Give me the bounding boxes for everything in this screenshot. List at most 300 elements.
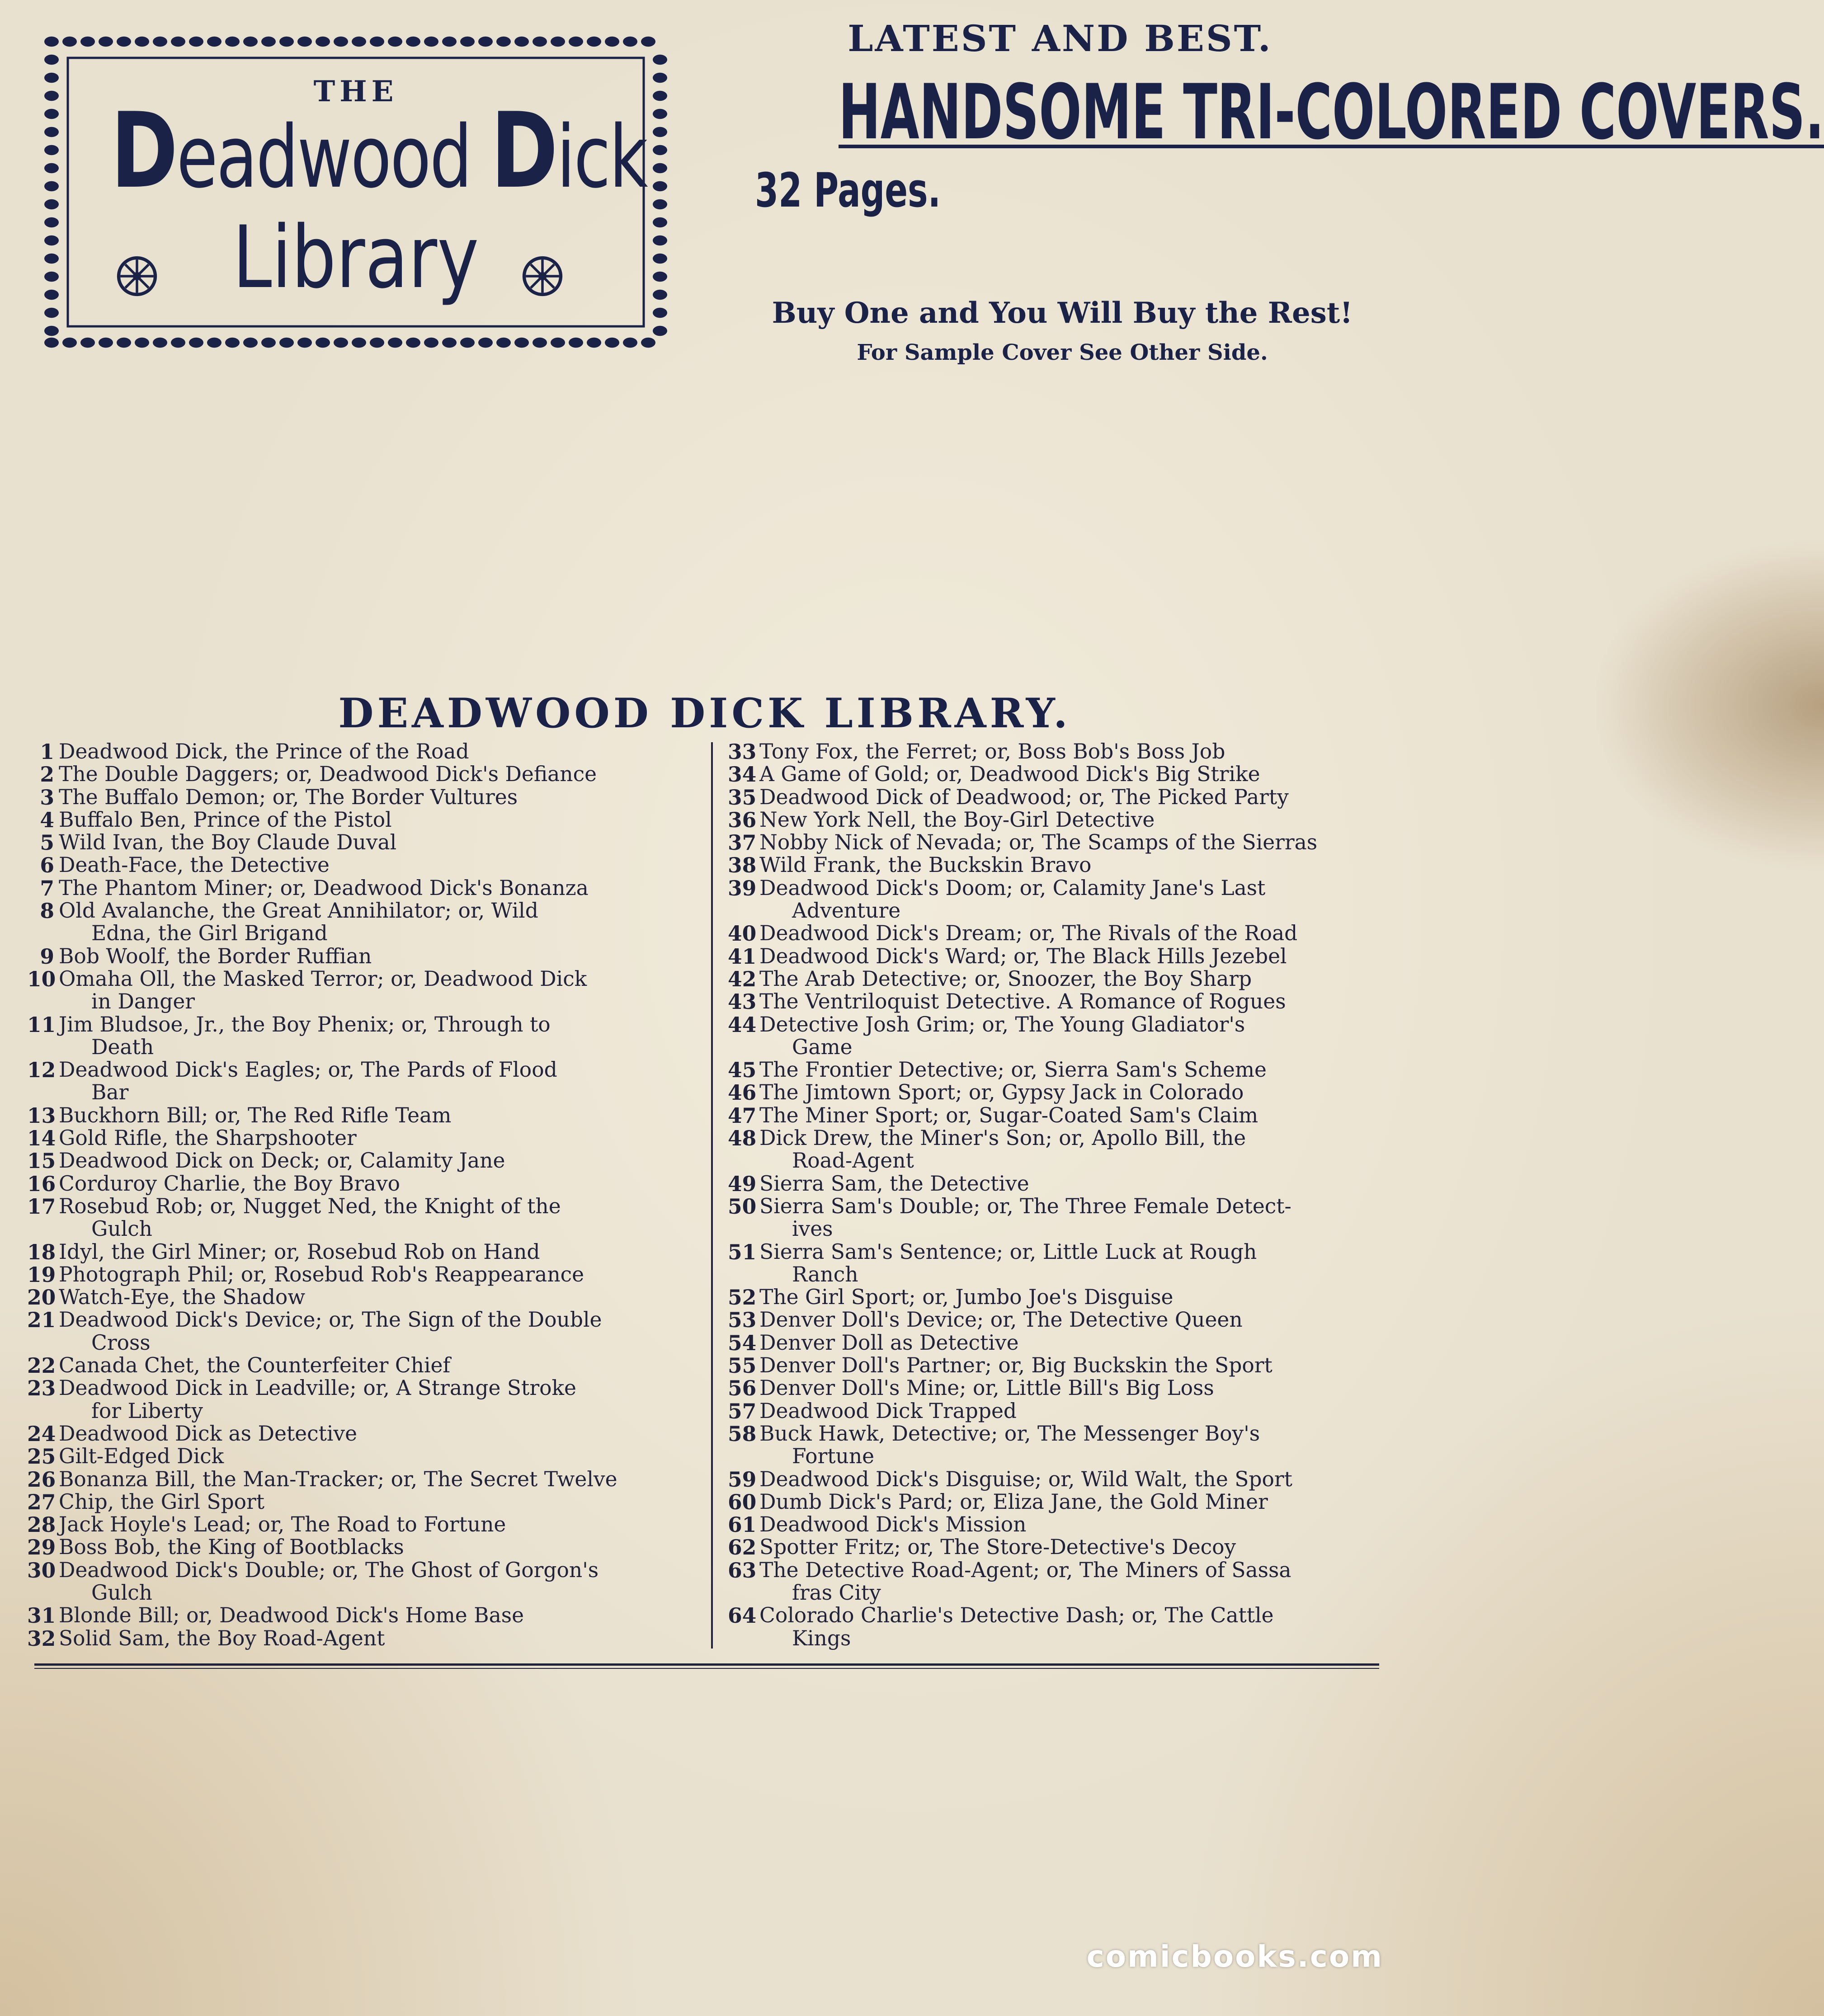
frame-scallop: [533, 37, 547, 47]
entry-title: [759, 1400, 1386, 1423]
entry-number: 54: [728, 1330, 757, 1355]
frame-scallop: [653, 55, 667, 65]
catalog-entry: [27, 1059, 687, 1081]
entry-title-continuation: Adventure: [792, 899, 901, 923]
frame-scallop: [442, 338, 457, 348]
entry-title-text: Deadwood Dick's Eagles; or, The Pards of Flood: [59, 1058, 557, 1082]
entry-title: [59, 1195, 687, 1218]
entry-title-text: Deadwood Dick of Deadwood; or, The Picked Party: [759, 785, 1289, 809]
entry-title: [759, 809, 1386, 831]
entry-title: [759, 1354, 1386, 1377]
bottom-rule: [34, 1663, 1379, 1669]
entry-number: 21: [27, 1308, 56, 1333]
wheel-icon: [116, 255, 158, 297]
ad-pages: 32 Pages.: [755, 163, 941, 218]
entry-number: 46: [728, 1080, 757, 1105]
frame-scallop: [334, 37, 348, 47]
frame-scallop: [44, 272, 59, 282]
frame-scallop: [44, 290, 59, 300]
logo-box: [42, 32, 670, 353]
entry-title-continuation: for Liberty: [91, 1399, 203, 1423]
logo-library: Library: [232, 207, 479, 307]
entry-number: 31: [27, 1603, 56, 1628]
frame-scallop: [653, 199, 667, 209]
catalog-entry: [27, 877, 687, 900]
frame-scallop: [641, 338, 655, 348]
catalog-entry-continuation: [728, 1263, 1386, 1286]
entry-title: [59, 831, 687, 854]
entry-number: 37: [728, 830, 757, 855]
entry-number-spacer: [27, 1081, 59, 1104]
frame-scallop: [80, 338, 95, 348]
entry-number: 48: [728, 1126, 757, 1151]
catalog-entry: [27, 1513, 687, 1536]
entry-number: 40: [728, 921, 757, 946]
entry-number: 47: [728, 1103, 757, 1128]
entry-title: [759, 786, 1386, 809]
catalog-entry: [728, 1104, 1386, 1127]
catalog-entry: [27, 809, 687, 831]
entry-title: [759, 854, 1386, 876]
catalog-column-right: [728, 740, 1386, 1650]
entry-number: 62: [728, 1535, 757, 1560]
entry-number: 1: [40, 740, 54, 764]
frame-scallop: [207, 338, 222, 348]
catalog-entry: [728, 1286, 1386, 1309]
frame-scallop: [189, 338, 203, 348]
frame-scallop: [653, 109, 667, 119]
entry-title: [59, 1013, 687, 1036]
catalog-entry: [728, 1081, 1386, 1104]
entry-title-text: Solid Sam, the Boy Road-Agent: [59, 1626, 385, 1650]
ad-headline: LATEST AND BEST.: [848, 17, 1273, 60]
ad-covers: HANDSOME TRI-COLORED COVERS.: [839, 68, 1824, 156]
frame-scallop: [44, 308, 59, 318]
entry-number-spacer: [728, 1445, 759, 1468]
entry-title: [59, 763, 687, 786]
catalog-entry: [728, 854, 1386, 876]
frame-scallop: [44, 37, 59, 47]
entry-number-spacer: [27, 1332, 59, 1354]
entry-title-continuation: Death: [91, 1035, 154, 1059]
entry-number: 38: [728, 853, 757, 878]
entry-number: 55: [728, 1353, 757, 1378]
frame-scallop: [653, 290, 667, 300]
catalog-entry: [27, 1468, 687, 1491]
entry-title-text: Old Avalanche, the Great Annihilator; or, Wild: [59, 899, 538, 923]
entry-title-text: New York Nell, the Boy-Girl Detective: [759, 807, 1155, 832]
entry-title-text: The Detective Road-Agent; or, The Miners of Sassa: [759, 1558, 1291, 1582]
catalog-entry-continuation: [27, 990, 687, 1013]
entry-number-spacer: [728, 1218, 759, 1240]
frame-scallop: [569, 338, 583, 348]
logo-the: THE: [313, 75, 398, 108]
entry-title: [59, 1263, 687, 1286]
entry-number-spacer: [728, 1263, 759, 1286]
entry-number: 14: [27, 1126, 56, 1151]
frame-scallop: [44, 127, 59, 137]
entry-number-spacer: [728, 1036, 759, 1059]
catalog-entry: [728, 1332, 1386, 1354]
frame-scallop: [316, 338, 330, 348]
frame-scallop: [44, 217, 59, 227]
entry-title-text: The Double Daggers; or, Deadwood Dick's Defiance: [59, 762, 597, 787]
catalog-entry: [27, 1627, 687, 1650]
entry-title-text: The Miner Sport; or, Sugar-Coated Sam's Claim: [759, 1103, 1258, 1127]
entry-title-continuation: Gulch: [91, 1217, 152, 1241]
entry-number: 24: [27, 1421, 56, 1446]
entry-number: 15: [27, 1149, 56, 1173]
entry-title-continuation: Gulch: [91, 1580, 152, 1605]
catalog-entry: [728, 1059, 1386, 1081]
frame-scallop: [653, 236, 667, 245]
frame-scallop: [153, 37, 167, 47]
entry-title-text: The Girl Sport; or, Jumbo Joe's Disguise: [759, 1285, 1174, 1309]
entry-number-spacer: [27, 1400, 59, 1423]
entry-title: [759, 763, 1386, 786]
catalog-entry: [27, 900, 687, 922]
entry-number-spacer: [27, 990, 59, 1013]
entry-title-continuation: Kings: [792, 1626, 851, 1650]
entry-title-text: Deadwood Dick Trapped: [759, 1399, 1017, 1423]
entry-number: 63: [728, 1558, 757, 1583]
entry-title-text: Gilt-Edged Dick: [59, 1444, 224, 1469]
entry-title: [759, 1059, 1386, 1081]
entry-title-text: Deadwood Dick's Mission: [759, 1512, 1027, 1537]
entry-number: 52: [728, 1285, 757, 1310]
entry-title: [59, 1536, 687, 1559]
entry-number: 53: [728, 1308, 757, 1333]
entry-title-text: Nobby Nick of Nevada; or, The Scamps of the Sierras: [759, 830, 1318, 855]
catalog-entry: [27, 1377, 687, 1399]
catalog-entry: [27, 1286, 687, 1309]
entry-title: [759, 1332, 1386, 1354]
frame-scallop: [261, 37, 276, 47]
entry-title: [759, 1423, 1386, 1445]
frame-scallop: [388, 338, 402, 348]
frame-scallop: [189, 37, 203, 47]
entry-number: 25: [27, 1444, 56, 1469]
entry-title-text: Dumb Dick's Pard; or, Eliza Jane, the Gold Miner: [759, 1489, 1268, 1514]
frame-scallop: [44, 163, 59, 173]
entry-title-text: Denver Doll as Detective: [759, 1330, 1019, 1355]
entry-number: 50: [728, 1194, 757, 1219]
frame-scallop: [99, 338, 113, 348]
frame-scallop: [44, 181, 59, 191]
frame-scallop: [225, 338, 240, 348]
frame-scallop: [135, 37, 149, 47]
entry-title-text: Deadwood Dick's Dream; or, The Rivals of the Road: [759, 921, 1298, 946]
frame-scallop: [117, 37, 131, 47]
frame-scallop: [641, 37, 655, 47]
frame-scallop: [117, 338, 131, 348]
frame-scallop: [44, 199, 59, 209]
catalog-heading: DEADWOOD DICK LIBRARY.: [338, 689, 1071, 737]
catalog-entry-continuation: [728, 1218, 1386, 1240]
entry-title-text: Bonanza Bill, the Man-Tracker; or, The Secret Twelve: [59, 1467, 617, 1491]
frame-scallop: [496, 338, 511, 348]
frame-scallop: [44, 55, 59, 65]
catalog-entry: [728, 1195, 1386, 1218]
entry-title: [59, 854, 687, 876]
entry-title: [759, 1559, 1386, 1582]
entry-number: 12: [27, 1058, 56, 1083]
entry-title: [59, 1286, 687, 1309]
logo-title-end: ick: [556, 107, 647, 207]
entry-title-continuation: fras City: [792, 1580, 881, 1605]
frame-scallop: [653, 217, 667, 227]
entry-title-continuation: Ranch: [792, 1262, 858, 1286]
entry-title-continuation: Road-Agent: [792, 1149, 914, 1173]
wheel-icon: [522, 255, 563, 297]
entry-title: [759, 1013, 1386, 1036]
entry-title-text: Deadwood Dick on Deck; or, Calamity Jane: [59, 1149, 505, 1173]
frame-scallop: [370, 37, 384, 47]
catalog-entry: [27, 1445, 687, 1468]
catalog-entry: [27, 1195, 687, 1218]
watermark: comicbooks.com: [1086, 1939, 1383, 1974]
catalog-entry: [27, 786, 687, 809]
frame-scallop: [44, 338, 59, 348]
entry-title: [59, 877, 687, 900]
entry-number-spacer: [728, 1582, 759, 1604]
catalog-entry: [728, 1377, 1386, 1399]
catalog-entry: [728, 1013, 1386, 1036]
entry-title: [759, 831, 1386, 854]
catalog-entry-continuation: [728, 1036, 1386, 1059]
entry-number: 29: [27, 1535, 56, 1560]
frame-scallop: [514, 338, 529, 348]
entry-title-text: Wild Frank, the Buckskin Bravo: [759, 853, 1092, 877]
catalog-entry: [728, 1309, 1386, 1331]
frame-scallop: [653, 254, 667, 264]
frame-scallop: [460, 37, 475, 47]
catalog-entry: [27, 854, 687, 876]
entry-title-continuation: Bar: [91, 1080, 129, 1105]
entry-title: [759, 740, 1386, 763]
entry-title: [59, 900, 687, 922]
entry-title: [59, 809, 687, 831]
entry-title-text: Death-Face, the Detective: [59, 853, 330, 877]
entry-title-continuation: Cross: [91, 1330, 151, 1355]
entry-title-text: The Ventriloquist Detective. A Romance of Rogues: [759, 989, 1286, 1014]
column-divider: [711, 742, 713, 1649]
catalog-entry-continuation: [27, 1332, 687, 1354]
entry-title: [759, 1604, 1386, 1627]
frame-scallop: [153, 338, 167, 348]
entry-title: [759, 1241, 1386, 1263]
catalog-entry-continuation: [27, 1582, 687, 1604]
entry-title: [759, 990, 1386, 1013]
frame-scallop: [352, 37, 366, 47]
frame-scallop: [297, 37, 312, 47]
entry-title-text: Colorado Charlie's Detective Dash; or, The Cattle: [759, 1603, 1274, 1628]
catalog-entry-continuation: [728, 1582, 1386, 1604]
frame-scallop: [653, 145, 667, 155]
frame-scallop: [460, 338, 475, 348]
entry-title-continuation: Game: [792, 1035, 853, 1059]
frame-scallop: [551, 338, 565, 348]
entry-title: [759, 1468, 1386, 1491]
frame-scallop: [297, 338, 312, 348]
catalog-entry: [27, 1559, 687, 1582]
entry-number: 49: [728, 1171, 757, 1196]
entry-number: 2: [40, 762, 54, 787]
entry-title-text: Sierra Sam's Double; or, The Three Female Detect-: [759, 1194, 1291, 1218]
entry-number: 36: [728, 807, 757, 832]
entry-title-text: Buffalo Ben, Prince of the Pistol: [59, 807, 392, 832]
entry-title-text: Deadwood Dick's Disguise; or, Wild Walt, the Sport: [759, 1467, 1292, 1491]
frame-scallop: [388, 37, 402, 47]
ad-buy-line: Buy One and You Will Buy the Rest!: [772, 296, 1353, 330]
entry-title-text: Omaha Oll, the Masked Terror; or, Deadwood Dick: [59, 966, 587, 991]
entry-title: [759, 877, 1386, 900]
catalog-entry: [27, 1423, 687, 1445]
catalog-entry: [728, 945, 1386, 968]
catalog-entry: [728, 990, 1386, 1013]
catalog-entry: [27, 763, 687, 786]
catalog-entry: [728, 786, 1386, 809]
entry-title-text: Photograph Phil; or, Rosebud Rob's Reappearance: [59, 1262, 584, 1286]
entry-title-text: Deadwood Dick's Device; or, The Sign of the Double: [59, 1308, 602, 1332]
frame-scallop: [171, 37, 185, 47]
catalog-entry: [27, 1309, 687, 1331]
entry-title-text: Dick Drew, the Miner's Son; or, Apollo Bill, the: [759, 1126, 1246, 1150]
catalog-entry: [728, 1241, 1386, 1263]
entry-title: [759, 1104, 1386, 1127]
entry-number: 5: [40, 830, 54, 855]
frame-scallop: [605, 338, 619, 348]
entry-title-text: Canada Chet, the Counterfeiter Chief: [59, 1353, 451, 1378]
entry-title-text: The Buffalo Demon; or, The Border Vultures: [59, 785, 518, 809]
catalog-entry-continuation: [27, 1400, 687, 1423]
catalog-entry: [27, 740, 687, 763]
entry-number: 41: [728, 944, 757, 969]
entry-title: [59, 1241, 687, 1263]
frame-scallop: [587, 338, 601, 348]
entry-number-spacer: [728, 900, 759, 922]
entry-title-text: The Frontier Detective; or, Sierra Sam's Scheme: [759, 1058, 1267, 1082]
entry-title-continuation: Edna, the Girl Brigand: [91, 921, 328, 946]
entry-title: [759, 1195, 1386, 1218]
catalog-entry: [728, 1604, 1386, 1627]
frame-scallop: [171, 338, 185, 348]
catalog-entry: [728, 740, 1386, 763]
frame-scallop: [406, 37, 420, 47]
entry-title-text: Tony Fox, the Ferret; or, Boss Bob's Boss Job: [759, 740, 1225, 763]
frame-scallop: [623, 37, 637, 47]
entry-title-text: Jack Hoyle's Lead; or, The Road to Fortune: [59, 1512, 506, 1537]
entry-title-text: Gold Rifle, the Sharpshooter: [59, 1126, 357, 1150]
frame-scallop: [406, 338, 420, 348]
entry-number-spacer: [27, 922, 59, 945]
entry-title-text: Denver Doll's Device; or, The Detective Queen: [759, 1308, 1243, 1332]
entry-number: 43: [728, 989, 757, 1014]
entry-title: [759, 945, 1386, 968]
entry-number-spacer: [27, 1218, 59, 1240]
catalog-entry: [728, 1127, 1386, 1149]
logo-title-mid: eadwood: [176, 107, 491, 207]
entry-title: [759, 1309, 1386, 1331]
entry-title: [59, 1309, 687, 1331]
entry-number: 33: [728, 740, 757, 764]
entry-number: 22: [27, 1353, 56, 1378]
entry-number: 57: [728, 1399, 757, 1423]
frame-scallop: [225, 37, 240, 47]
frame-scallop: [478, 37, 493, 47]
entry-title: [59, 1149, 687, 1172]
entry-number: 17: [27, 1194, 56, 1219]
entry-title: [59, 786, 687, 809]
catalog-entry: [27, 1013, 687, 1036]
entry-title-text: Deadwood Dick's Doom; or, Calamity Jane's Last: [759, 876, 1266, 900]
entry-title-text: The Phantom Miner; or, Deadwood Dick's Bonanza: [59, 876, 589, 900]
catalog-entry: [27, 968, 687, 990]
entry-title: [59, 740, 687, 763]
entry-title-text: Deadwood Dick's Double; or, The Ghost of Gorgon's: [59, 1558, 599, 1582]
entry-number: 4: [40, 807, 54, 832]
catalog-entry: [728, 1400, 1386, 1423]
entry-number: 32: [27, 1626, 56, 1651]
entry-title: [59, 1627, 687, 1650]
entry-title-text: Bob Woolf, the Border Ruffian: [59, 944, 372, 968]
entry-title-text: Sierra Sam's Sentence; or, Little Luck at Rough: [759, 1239, 1257, 1264]
frame-scallop: [569, 37, 583, 47]
entry-title: [59, 1423, 687, 1445]
entry-title: [59, 1468, 687, 1491]
catalog-entry: [728, 877, 1386, 900]
entry-title-text: Watch-Eye, the Shadow: [59, 1285, 306, 1309]
frame-scallop: [424, 37, 438, 47]
entry-title-text: Denver Doll's Partner; or, Big Buckskin the Sport: [759, 1353, 1273, 1378]
catalog-entry: [728, 1468, 1386, 1491]
entry-title: [759, 1127, 1386, 1149]
entry-title: [59, 1491, 687, 1513]
catalog-entry: [27, 1173, 687, 1195]
entry-number: 16: [27, 1171, 56, 1196]
catalog-column-left: [27, 740, 687, 1650]
entry-title-text: Jim Bludsoe, Jr., the Boy Phenix; or, Through to: [59, 1012, 551, 1036]
entry-number: 45: [728, 1058, 757, 1083]
frame-scallop: [653, 272, 667, 282]
entry-title-text: Buckhorn Bill; or, The Red Rifle Team: [59, 1103, 452, 1127]
entry-number-spacer: [27, 1036, 59, 1059]
entry-title-continuation: Fortune: [792, 1444, 875, 1469]
entry-number: 28: [27, 1512, 56, 1537]
ad-sample-line: For Sample Cover See Other Side.: [857, 340, 1268, 365]
entry-title-text: Boss Bob, the King of Bootblacks: [59, 1535, 404, 1559]
entry-number-spacer: [728, 1149, 759, 1172]
catalog-entry-continuation: [27, 1036, 687, 1059]
frame-scallop: [334, 338, 348, 348]
entry-number: 18: [27, 1239, 56, 1264]
catalog-entry: [728, 809, 1386, 831]
entry-title: [59, 945, 687, 968]
entry-title: [759, 922, 1386, 945]
catalog-entry: [728, 831, 1386, 854]
entry-title-text: Corduroy Charlie, the Boy Bravo: [59, 1171, 401, 1196]
entry-title: [59, 1104, 687, 1127]
entry-title: [759, 1377, 1386, 1399]
entry-title: [759, 1513, 1386, 1536]
frame-scallop: [44, 109, 59, 119]
entry-number: 23: [27, 1376, 56, 1401]
entry-title: [759, 1536, 1386, 1559]
frame-scallop: [623, 338, 637, 348]
frame-scallop: [135, 338, 149, 348]
entry-number: 56: [728, 1376, 757, 1401]
catalog-entry: [728, 1173, 1386, 1195]
